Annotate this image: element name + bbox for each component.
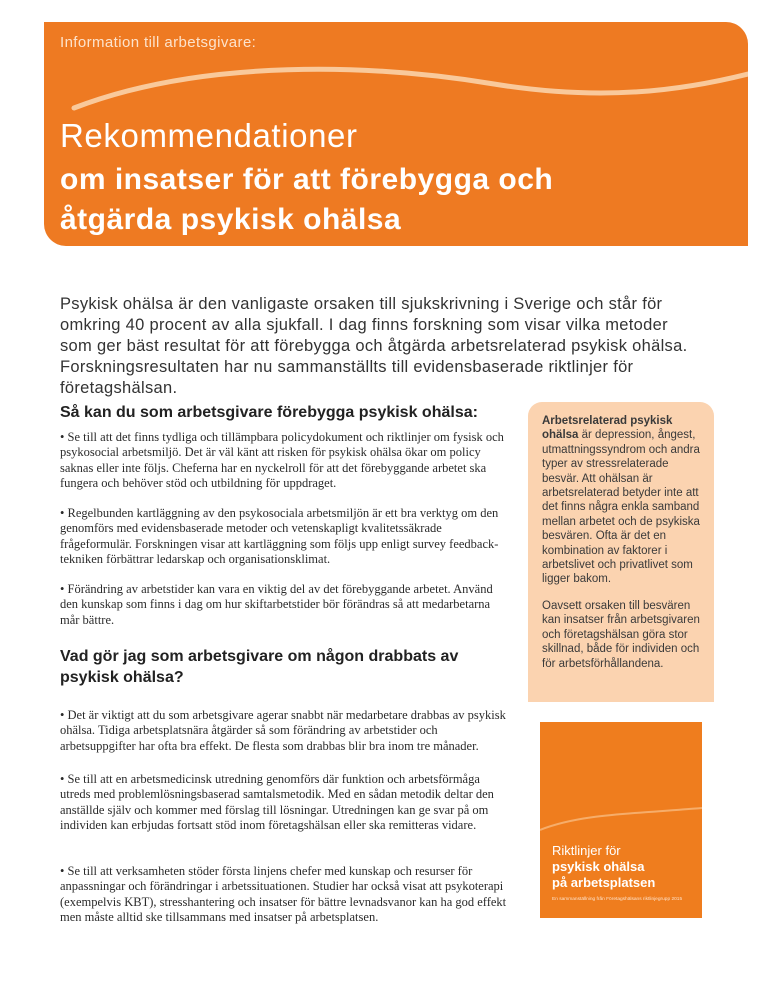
page-title: Rekommendationer <box>60 117 358 154</box>
booklet-fine-print: En sammanställning från Företagshälsans riktlinjegrupp 2015 <box>552 897 683 902</box>
booklet-title-line: på arbetsplatsen <box>552 875 656 890</box>
bullet-paragraph: • Se till att en arbetsmedicinsk utredning genomförs där funktion och arbetsförmåga utreds med problemlösningsbaserad samtalsmetodik. Med en sådan metodik deltar den anställde själv och kommer med förslag till lösningar. Utredningen kan ge svar på om individen kan erbjudas fortsatt stöd inom företagshälsan eller ska remitteras vidare. <box>60 772 494 833</box>
section-heading-affected: Vad gör jag som arbetsgivare om någon drabbats av psykisk ohälsa? <box>60 648 459 686</box>
bullet-paragraph: • Det är viktigt att du som arbetsgivare agerar snabbt när medarbetare drabbas av psykisk ohälsa. Tidiga arbetsplatsnära åtgärder så som förändring av arbetstider och arbetsuppgifter har ofta bra effekt. De flesta som drabbas blir bra inom tre månader. <box>60 708 506 753</box>
bullet-paragraph: • Se till att det finns tydliga och tillämpbara policydokument och riktlinjer om fysisk och psykosocial arbetsmiljö. Det är väl känt att risken för psykisk ohälsa ökar om policy saknas eller inte följs. Cheferna har en nyckelroll för att det förebyggande arbetet ska fungera och behöver stöd och utbildning för uppdraget. <box>60 430 504 491</box>
audience-label: Information till arbetsgivare: <box>60 34 257 51</box>
sidebar-definition-text: är depression, ångest, utmattningssyndrom och andra typer av stressrelaterade besvär. Att ohälsan är arbetsrelaterad betyder inte att det finns några enkla samband mellan arbetet och de psykiska besvären. Ofta är det en kombination av faktorer i arbetslivet och privatlivet som ligger bakom. <box>542 429 700 586</box>
intro-paragraph: Psykisk ohälsa är den vanligaste orsaken till sjukskrivning i Sverige och står för omkring 40 procent av alla sjukfall. I dag finns forskning som visar vilka metoder som ger bäst resultat för att förebygga och åtgärda arbetsrelaterad psykisk ohälsa. Forskningsresultaten har nu sammanställts till evidensbaserade riktlinjer för företagshälsan. <box>60 294 688 397</box>
bullet-paragraph: • Förändring av arbetstider kan vara en viktig del av det förebyggande arbetet. Använd den kunskap som finns i dag om hur skiftarbetstider bör förändras så att medarbetarna mår bättre. <box>60 582 493 627</box>
section-heading-prevent: Så kan du som arbetsgivare förebygga psykisk ohälsa: <box>60 404 478 421</box>
bullet-paragraph: • Regelbunden kartläggning av den psykosociala arbetsmiljön är ett bra verktyg om den genomförs med evidensbaserade metoder och vetenskapligt kvalitetssäkrade frågeformulär. Forskningen visar att kartläggning som följs upp enligt survey feedback-tekniken förbättrar ledarskap och organisationsklimat. <box>60 506 499 567</box>
booklet-title-line: psykisk ohälsa <box>552 859 645 874</box>
sidebar-term: Arbetsrelaterad psykisk ohälsa <box>542 415 673 442</box>
booklet-title-line: Riktlinjer för <box>552 843 621 858</box>
definition-sidebar <box>528 402 714 702</box>
page-subtitle: om insatser för att förebygga och åtgärda psykisk ohälsa <box>60 163 554 236</box>
sidebar-paragraph: Oavsett orsaken till besvären kan insatser från arbetsgivaren och företagshälsan göra stor skillnad, både för individen och för arbetsförhållandena. <box>542 599 700 670</box>
header-banner <box>44 22 748 246</box>
booklet-cover <box>540 722 702 918</box>
bullet-paragraph: • Se till att verksamheten stöder första linjens chefer med kunskap och resurser för anpassningar och förändringar i arbetssituationen. Studier har också visat att psykoterapi (exempelvis KBT), stresshantering och insatser för bättre levnadsvanor kan ha god effekt men måste alltid ske tillsammans med insatser på arbetsplatsen. <box>60 864 507 925</box>
sidebar-definition <box>542 414 700 587</box>
